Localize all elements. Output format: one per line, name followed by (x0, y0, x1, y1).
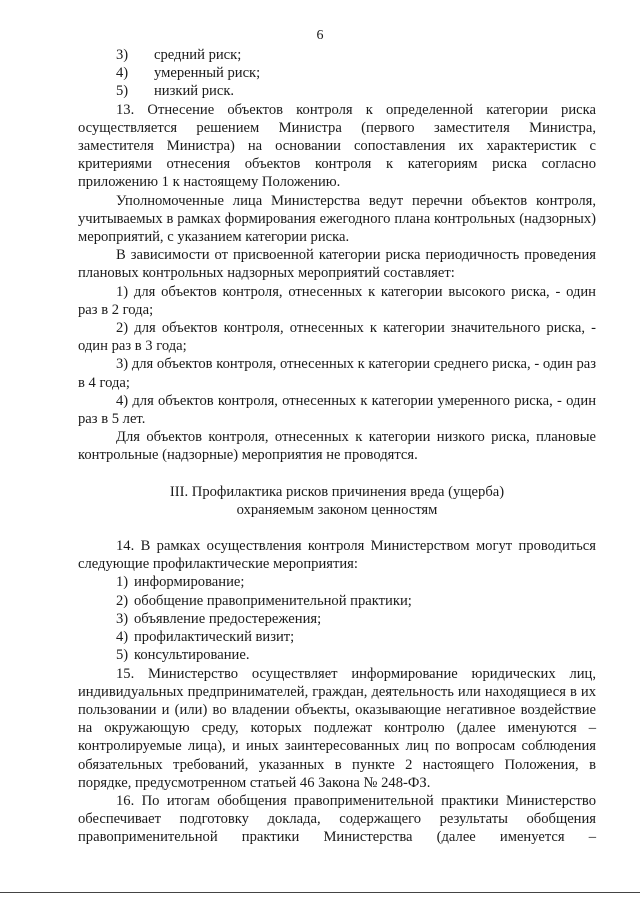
list-item-number: 5) (116, 647, 129, 664)
list-item-number: 3) (116, 47, 129, 63)
paragraph-15: 15. Министерство осуществляет информирование юридических лиц, индивидуальных предпринимателей, граждан, деятельность или находящиеся в их пользовании и (или) во владении объекты, оказывающие негативное воздействие на окружающую среду, которых подлежат контролю (далее именуются – контролируемые лица), и иных заинтересованных лиц по вопросам соблюдения обязательных требований, указанных в пункте 2 настоящего Положения, в порядке, предусмотренном статьей 46 Закона № 248-ФЗ. (78, 665, 596, 791)
list-item-text: средний риск; (154, 47, 242, 63)
list-item-text: информирование; (134, 574, 245, 591)
periodicity-item: 3) для объектов контроля, отнесенных к категории среднего риска, - один раз в 4 года; (78, 356, 596, 391)
periodicity-item: 4) для объектов контроля, отнесенных к категории умеренного риска, - один раз в 5 лет. (78, 392, 596, 428)
paragraph-13: 13. Отнесение объектов контроля к определенной категории риска осуществляется решением Министра (первого заместителя Министра, заместителя Министра) на основании сопоставления их характеристик с критериями отнесения объектов контроля к категориям риска согласно приложению 1 к настоящему Положению. (78, 101, 596, 191)
paragraph-registers: Уполномоченные лица Министерства ведут перечни объектов контроля, учитываемых в рамках формирования ежегодного плана контрольных (надзорных) мероприятий, с указанием категории риска. (78, 192, 596, 246)
list-item-number: 4) (116, 65, 129, 82)
list-item (78, 592, 596, 610)
periodicity-item: 1) для объектов контроля, отнесенных к категории высокого риска, - один раз в 2 года; (78, 283, 596, 318)
list-item (78, 628, 596, 646)
section-title-line-2: охраняемым законом ценностям (236, 501, 438, 518)
paragraph-low-risk: Для объектов контроля, отнесенных к категории низкого риска, плановые контрольные (надзорные) мероприятия не проводятся. (78, 429, 596, 464)
list-item-text: обобщение правоприменительной практики; (134, 592, 412, 609)
list-item (78, 82, 596, 100)
list-item-number: 2) (116, 592, 129, 609)
list-item (78, 646, 596, 664)
list-item-number: 5) (116, 83, 129, 100)
list-item (78, 64, 596, 82)
list-item (78, 573, 596, 591)
page-number: 6 (316, 28, 324, 43)
paragraph-16: 16. По итогам обобщения правоприменительной практики Министерство обеспечивает подготовку доклада, содержащего результаты обобщения правоприменительной практики Министерства (далее именуется – (78, 792, 596, 846)
footer-divider (0, 892, 640, 893)
list-item-text: консультирование. (134, 647, 250, 664)
periodicity-item: 2) для объектов контроля, отнесенных к категории значительного риска, - один раз в 3 года; (78, 320, 596, 355)
paragraph-periodicity: В зависимости от присвоенной категории риска периодичность проведения плановых контрольных надзорных мероприятий составляет: (78, 247, 596, 282)
list-item-text: умеренный риск; (154, 65, 261, 82)
section-title-line-1: III. Профилактика рисков причинения вреда (ущерба) (169, 483, 505, 500)
paragraph-14: 14. В рамках осуществления контроля Министерством могут проводиться следующие профилактические мероприятия: (78, 538, 596, 573)
list-item-number: 1) (116, 574, 129, 591)
list-item-text: профилактический визит; (134, 629, 295, 646)
document-body (78, 46, 596, 847)
list-item-text: низкий риск. (154, 83, 235, 100)
list-item-text: объявление предостережения; (134, 610, 322, 627)
list-item-number: 3) (116, 610, 129, 627)
list-item (78, 46, 596, 64)
list-item (78, 610, 596, 628)
list-item-number: 4) (116, 629, 129, 646)
